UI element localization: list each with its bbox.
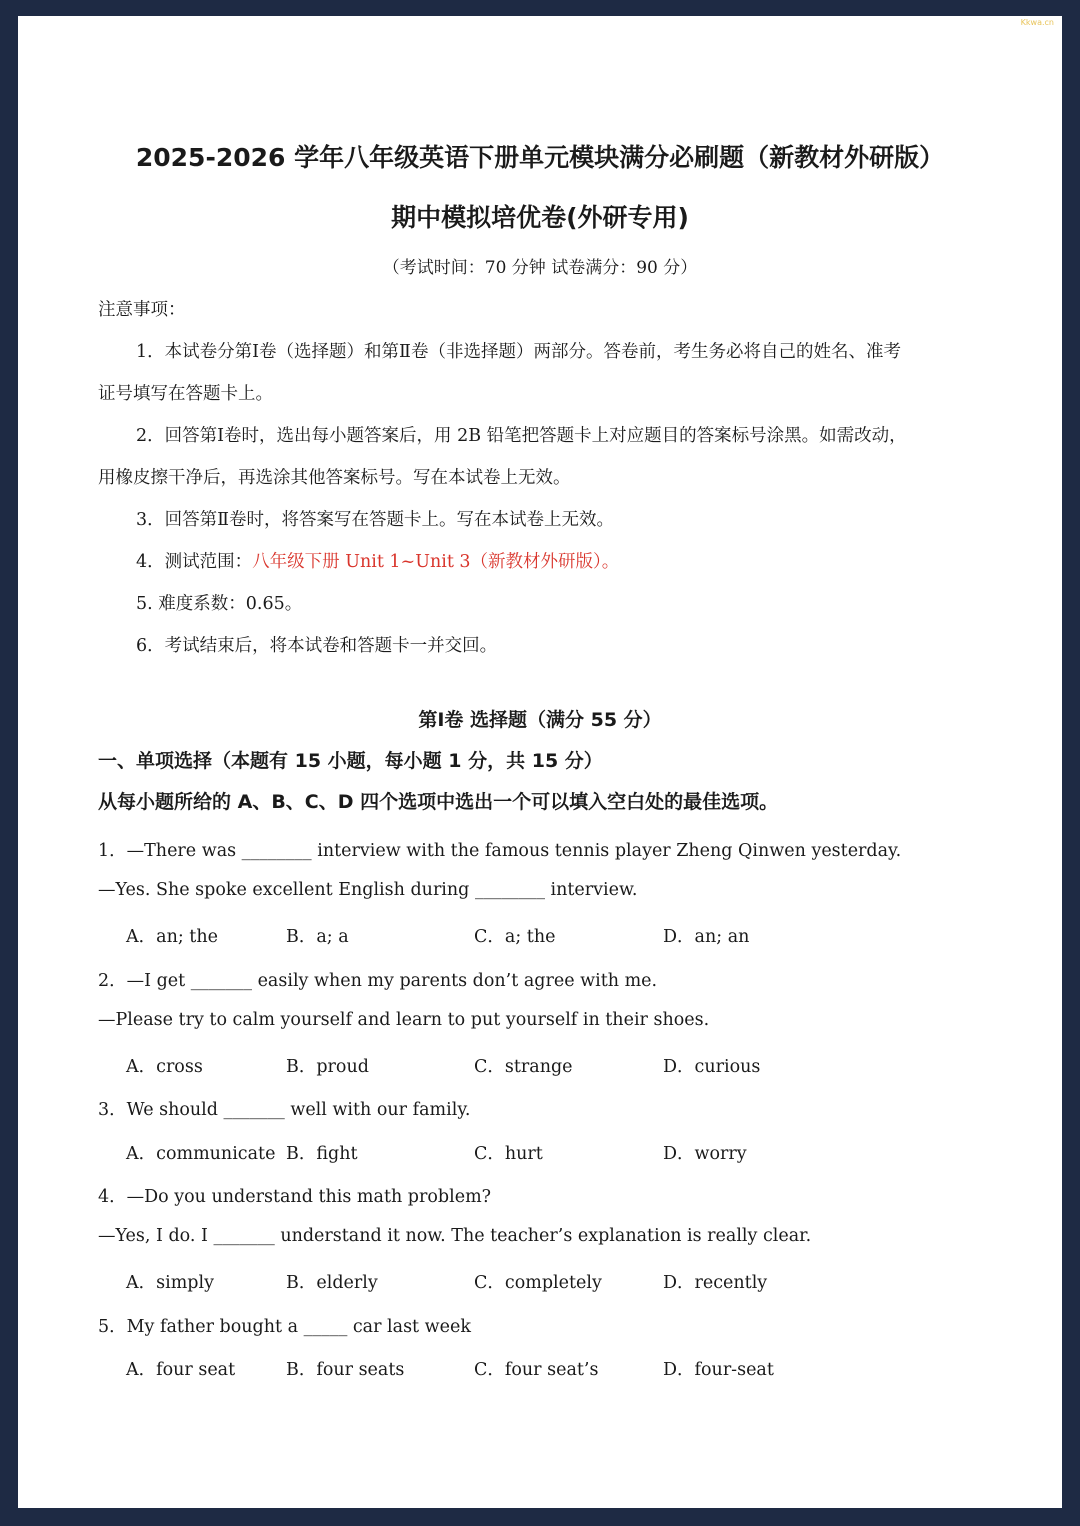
exam-subtitle: 期中模拟培优卷(外研专用) — [391, 203, 689, 232]
q4-option-c: C．completely — [474, 1273, 602, 1293]
q2-option-d: D．curious — [663, 1057, 761, 1077]
q1-option-d: D．an; an — [663, 927, 750, 947]
q4-option-d: D．recently — [663, 1273, 768, 1293]
q4-option-b: B．elderly — [286, 1273, 378, 1293]
q3-option-c: C．hurt — [474, 1144, 543, 1164]
q1-option-c: C．a; the — [474, 927, 556, 947]
question-2-reply: —Please try to calm yourself and learn to put yourself in their shoes. — [98, 1010, 710, 1030]
question-3: 3．We should _______ well with our family. — [98, 1100, 471, 1120]
exam-title: 2025-2026 学年八年级英语下册单元模块满分必刷题（新教材外研版） — [135, 143, 945, 172]
q1-option-a: A．an; the — [126, 927, 218, 947]
note-item-1: 1．本试卷分第Ⅰ卷（选择题）和第Ⅱ卷（非选择题）两部分。答卷前，考生务必将自己的姓名、准考 — [136, 342, 901, 362]
question-1-reply: —Yes. She spoke excellent English during ________ interview. — [98, 880, 638, 900]
watermark: Kkwa.cn — [1020, 18, 1054, 27]
question-2: 2．—I get _______ easily when my parents don’t agree with me. — [98, 971, 658, 991]
question-4: 4．—Do you understand this math problem? — [98, 1187, 492, 1207]
question-1: 1．—There was ________ interview with the famous tennis player Zheng Qinwen yesterday. — [98, 841, 902, 861]
q2-option-a: A．cross — [126, 1057, 203, 1077]
q3-option-d: D．worry — [663, 1144, 747, 1164]
q5-option-b: B．four seats — [286, 1360, 405, 1380]
test-scope: 八年级下册 Unit 1~Unit 3（新教材外研版）。 — [252, 552, 620, 572]
q3-option-a: A．communicate — [126, 1144, 276, 1164]
exam-paper — [18, 16, 1062, 1508]
note-item-3: 3．回答第Ⅱ卷时，将答案写在答题卡上。写在本试卷上无效。 — [136, 510, 615, 530]
note-item-2-cont: 用橡皮擦干净后，再选涂其他答案标号。写在本试卷上无效。 — [98, 468, 571, 488]
q4-option-a: A．simply — [126, 1273, 214, 1293]
part1-title: 第Ⅰ卷 选择题（满分 55 分） — [418, 709, 662, 731]
q5-option-c: C．four seat’s — [474, 1360, 599, 1380]
q2-option-b: B．proud — [286, 1057, 369, 1077]
note-item-5: 5. 难度系数：0.65。 — [136, 594, 303, 614]
question-5: 5．My father bought a _____ car last week — [98, 1317, 471, 1337]
q3-option-b: B．fight — [286, 1144, 358, 1164]
question-4-reply: —Yes, I do. I _______ understand it now. The teacher’s explanation is really clear. — [98, 1226, 812, 1246]
exam-info: （考试时间：70 分钟 试卷满分：90 分） — [382, 258, 698, 278]
section-instruction: 从每小题所给的 A、B、C、D 四个选项中选出一个可以填入空白处的最佳选项。 — [98, 791, 779, 813]
q5-option-d: D．four-seat — [663, 1360, 774, 1380]
notes-heading: 注意事项： — [98, 300, 186, 320]
note-item-4-prefix: 4．测试范围： — [136, 552, 253, 572]
note-item-6: 6．考试结束后，将本试卷和答题卡一并交回。 — [136, 636, 498, 656]
note-item-1-cont: 证号填写在答题卡上。 — [98, 384, 273, 404]
q1-option-b: B．a; a — [286, 927, 349, 947]
q2-option-c: C．strange — [474, 1057, 573, 1077]
note-item-4 — [136, 548, 619, 573]
section-heading: 一、单项选择（本题有 15 小题，每小题 1 分，共 15 分） — [98, 750, 603, 772]
note-item-2: 2．回答第Ⅰ卷时，选出每小题答案后，用 2B 铅笔把答题卡上对应题目的答案标号涂黑。如需改动， — [136, 426, 907, 446]
q5-option-a: A．four seat — [126, 1360, 236, 1380]
